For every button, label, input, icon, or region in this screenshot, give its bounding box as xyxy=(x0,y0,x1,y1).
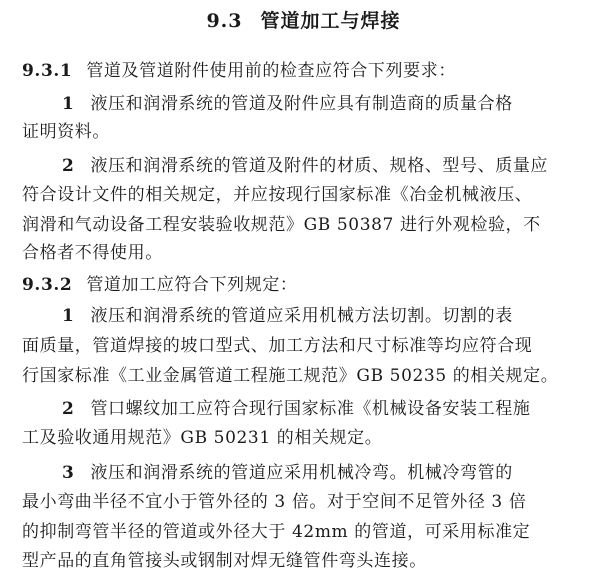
clause-heading xyxy=(22,272,298,298)
item-number: 2 xyxy=(62,399,75,419)
item-text-line: 行国家标准《工业金属管道工程施工规范》GB 50235 的相关规定。 xyxy=(22,366,559,386)
section-title: 管道加工与焊接 xyxy=(260,10,401,32)
item-text-line: 面质量，管道焊接的坡口型式、加工方法和尺寸标准等均应符合现 xyxy=(22,336,533,356)
item-text-line: 液压和润滑系统的管道应采用机械方法切割。切割的表 xyxy=(90,306,513,326)
item-text-line: 液压和润滑系统的管道应采用机械冷弯。机械冷弯管的 xyxy=(90,463,513,483)
item-number: 1 xyxy=(62,306,75,326)
item-number: 2 xyxy=(62,156,75,176)
item-text-line: 液压和润滑系统的管道及附件应具有制造商的质量合格 xyxy=(90,94,513,114)
section-heading xyxy=(0,6,607,36)
item-first-line xyxy=(22,460,513,486)
item-first-line xyxy=(22,396,530,422)
item-number: 1 xyxy=(62,94,75,114)
item-text-line: 液压和润滑系统的管道及附件的材质、规格、型号、质量应 xyxy=(90,156,549,176)
item-text-line: 合格者不得使用。 xyxy=(22,243,163,263)
item-text-line: 型产品的直角管接头或钢制对焊无缝管件弯头连接。 xyxy=(22,551,427,571)
clause-intro: 管道及管道附件使用前的检查应符合下列要求： xyxy=(86,61,456,81)
section-number: 9.3 xyxy=(206,10,243,32)
item-text-line: 最小弯曲半径不宜小于管外径的 3 倍。对于空间不足管外径 3 倍 xyxy=(22,492,527,512)
item-text-line: 符合设计文件的相关规定，并应按现行国家标准《冶金机械液压、 xyxy=(22,185,533,205)
item-first-line xyxy=(22,153,548,179)
clause-intro: 管道加工应符合下列规定： xyxy=(86,275,298,295)
item-first-line xyxy=(22,91,513,117)
item-text-line: 管口螺纹加工应符合现行国家标准《机械设备安装工程施 xyxy=(90,399,531,419)
item-number: 3 xyxy=(62,463,75,483)
item-first-line xyxy=(22,303,513,329)
item-text-line: 的抑制弯管半径的管道或外径大于 42mm 的管道，可采用标准定 xyxy=(22,522,531,542)
clause-number: 9.3.1 xyxy=(22,61,73,81)
item-text-line: 润滑和气动设备工程安装验收规范》GB 50387 进行外观检验，不 xyxy=(22,215,541,235)
clause-number: 9.3.2 xyxy=(22,275,73,295)
item-text-line: 证明资料。 xyxy=(22,122,110,142)
item-text-line: 工及验收通用规范》GB 50231 的相关规定。 xyxy=(22,428,383,448)
clause-heading xyxy=(22,58,456,84)
